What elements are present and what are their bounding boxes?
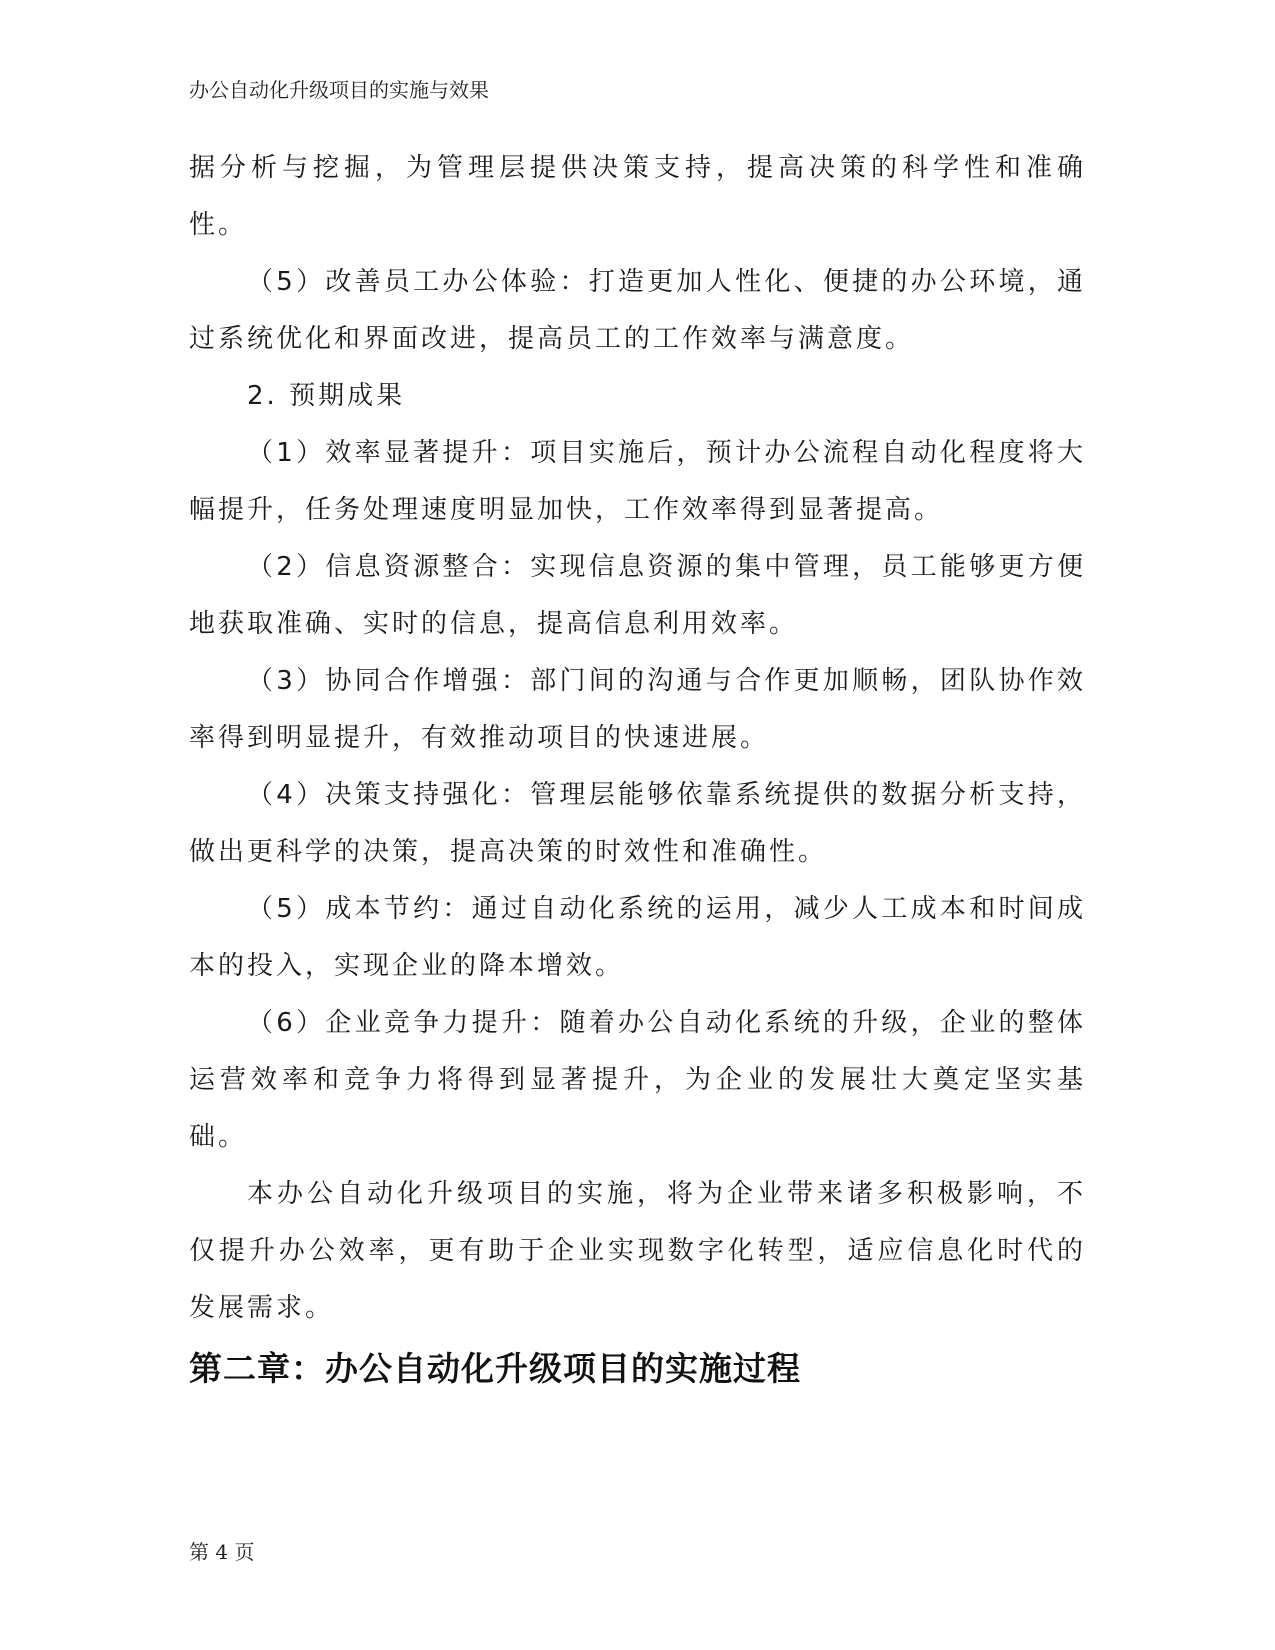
paragraph-result-3: （3）协同合作增强：部门间的沟通与合作更加顺畅，团队协作效率得到明显提升，有效推动项目的快速进展。 [189,666,1086,753]
page-number: 第 4 页 [189,1540,255,1564]
paragraph-result-4: （4）决策支持强化：管理层能够依靠系统提供的数据分析支持，做出更科学的决策，提高决策的时效性和准确性。 [189,780,1086,867]
paragraph-goal-5: （5）改善员工办公体验：打造更加人性化、便捷的办公环境，通过系统优化和界面改进，提高员工的工作效率与满意度。 [189,267,1086,354]
chapter-title: 第二章：办公自动化升级项目的实施过程 [189,1349,801,1388]
paragraph-result-2: （2）信息资源整合：实现信息资源的集中管理，员工能够更方便地获取准确、实时的信息，提高信息利用效率。 [189,552,1086,639]
section-heading-expected-results: 2. 预期成果 [247,381,406,411]
paragraph-result-5: （5）成本节约：通过自动化系统的运用，减少人工成本和时间成本的投入，实现企业的降本增效。 [189,894,1086,981]
paragraph-summary: 本办公自动化升级项目的实施，将为企业带来诸多积极影响，不仅提升办公效率，更有助于企业实现数字化转型，适应信息化时代的发展需求。 [189,1179,1086,1323]
running-header: 办公自动化升级项目的实施与效果 [189,78,489,102]
body-text [189,140,1086,1337]
paragraph-continued: 据分析与挖掘，为管理层提供决策支持，提高决策的科学性和准确性。 [189,153,1086,240]
paragraph-result-6: （6）企业竞争力提升：随着办公自动化系统的升级，企业的整体运营效率和竞争力将得到显著提升，为企业的发展壮大奠定坚实基础。 [189,1008,1086,1152]
paragraph-result-1: （1）效率显著提升：项目实施后，预计办公流程自动化程度将大幅提升，任务处理速度明显加快，工作效率得到显著提高。 [189,438,1086,525]
